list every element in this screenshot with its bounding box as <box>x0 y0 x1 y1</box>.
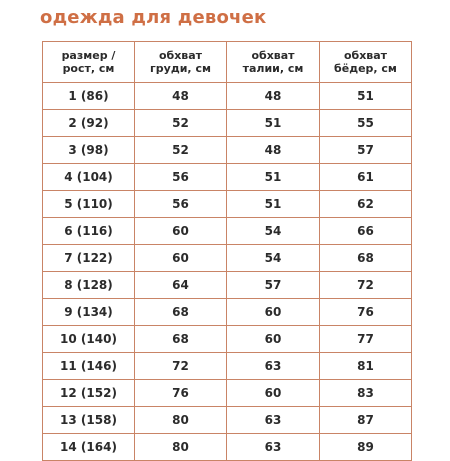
cell-waist: 60 <box>227 326 320 353</box>
table-row <box>43 218 412 245</box>
header-line: рост, см <box>62 62 115 75</box>
header-line: талии, см <box>242 62 304 75</box>
header-hips <box>320 42 412 83</box>
table-row <box>43 272 412 299</box>
cell-chest: 68 <box>135 326 227 353</box>
cell-size: 11 (146) <box>43 353 135 380</box>
header-waist <box>227 42 320 83</box>
cell-size: 14 (164) <box>43 434 135 461</box>
header-size-height <box>43 42 135 83</box>
cell-hips: 62 <box>320 191 412 218</box>
cell-size: 5 (110) <box>43 191 135 218</box>
cell-waist: 57 <box>227 272 320 299</box>
header-line: бёдер, см <box>334 62 397 75</box>
cell-hips: 83 <box>320 380 412 407</box>
page-title: одежда для девочек <box>40 7 267 28</box>
cell-hips: 57 <box>320 137 412 164</box>
table-row <box>43 137 412 164</box>
cell-hips: 51 <box>320 83 412 110</box>
cell-size: 3 (98) <box>43 137 135 164</box>
cell-chest: 56 <box>135 164 227 191</box>
cell-waist: 63 <box>227 434 320 461</box>
cell-hips: 77 <box>320 326 412 353</box>
cell-chest: 48 <box>135 83 227 110</box>
table-row <box>43 326 412 353</box>
cell-chest: 52 <box>135 137 227 164</box>
cell-hips: 61 <box>320 164 412 191</box>
table-row <box>43 299 412 326</box>
header-chest <box>135 42 227 83</box>
cell-size: 12 (152) <box>43 380 135 407</box>
cell-hips: 87 <box>320 407 412 434</box>
cell-waist: 48 <box>227 137 320 164</box>
cell-waist: 63 <box>227 407 320 434</box>
cell-chest: 60 <box>135 245 227 272</box>
cell-hips: 76 <box>320 299 412 326</box>
cell-chest: 72 <box>135 353 227 380</box>
cell-hips: 66 <box>320 218 412 245</box>
table-row <box>43 164 412 191</box>
cell-waist: 48 <box>227 83 320 110</box>
cell-chest: 68 <box>135 299 227 326</box>
table-row <box>43 407 412 434</box>
cell-hips: 72 <box>320 272 412 299</box>
header-line: обхват <box>343 49 388 62</box>
cell-chest: 64 <box>135 272 227 299</box>
table-header-row <box>43 42 412 83</box>
cell-size: 4 (104) <box>43 164 135 191</box>
cell-chest: 80 <box>135 407 227 434</box>
table-row <box>43 434 412 461</box>
cell-waist: 63 <box>227 353 320 380</box>
header-line: размер / <box>61 49 116 62</box>
table-row <box>43 245 412 272</box>
table-row <box>43 353 412 380</box>
table-body <box>43 83 412 461</box>
cell-size: 7 (122) <box>43 245 135 272</box>
table-row <box>43 83 412 110</box>
cell-hips: 89 <box>320 434 412 461</box>
size-chart-table <box>42 41 412 461</box>
table-row <box>43 380 412 407</box>
cell-chest: 56 <box>135 191 227 218</box>
cell-hips: 81 <box>320 353 412 380</box>
cell-waist: 60 <box>227 380 320 407</box>
cell-size: 2 (92) <box>43 110 135 137</box>
cell-size: 13 (158) <box>43 407 135 434</box>
cell-size: 1 (86) <box>43 83 135 110</box>
cell-size: 10 (140) <box>43 326 135 353</box>
table-row <box>43 110 412 137</box>
cell-chest: 60 <box>135 218 227 245</box>
table-row <box>43 191 412 218</box>
cell-hips: 68 <box>320 245 412 272</box>
cell-chest: 80 <box>135 434 227 461</box>
cell-waist: 60 <box>227 299 320 326</box>
cell-size: 8 (128) <box>43 272 135 299</box>
header-line: груди, см <box>150 62 211 75</box>
header-line: обхват <box>251 49 295 62</box>
cell-size: 6 (116) <box>43 218 135 245</box>
cell-waist: 54 <box>227 245 320 272</box>
cell-waist: 54 <box>227 218 320 245</box>
header-line: обхват <box>158 49 203 62</box>
cell-size: 9 (134) <box>43 299 135 326</box>
cell-waist: 51 <box>227 164 320 191</box>
cell-hips: 55 <box>320 110 412 137</box>
cell-chest: 52 <box>135 110 227 137</box>
cell-waist: 51 <box>227 110 320 137</box>
cell-chest: 76 <box>135 380 227 407</box>
cell-waist: 51 <box>227 191 320 218</box>
